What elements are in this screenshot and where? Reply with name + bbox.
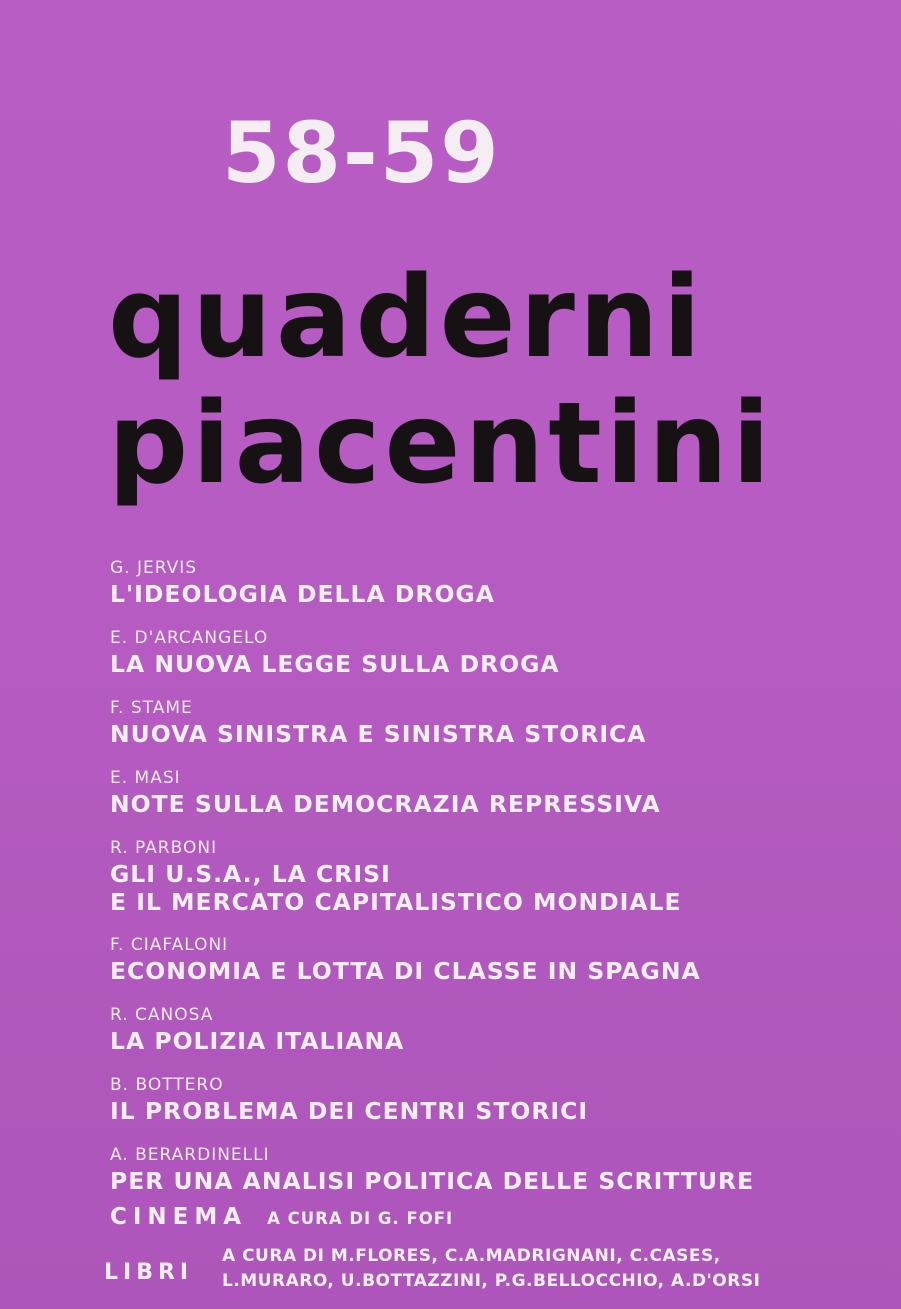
entry-title: L'IDEOLOGIA DELLA DROGA <box>110 580 495 608</box>
contents-entry <box>110 556 495 608</box>
libri-curators-line: L.MURARO, U.BOTTAZZINI, P.G.BELLOCCHIO, A.D'ORSI <box>222 1271 761 1291</box>
libri-label: LIBRI <box>104 1260 194 1285</box>
entry-author: F. CIAFALONI <box>110 935 229 955</box>
magazine-title-line-1: quaderni <box>108 253 705 383</box>
entry-title: LA NUOVA LEGGE SULLA DROGA <box>110 650 560 678</box>
entry-title: PER UNA ANALISI POLITICA DELLE SCRITTURE <box>110 1167 755 1195</box>
entry-author: B. BOTTERO <box>110 1075 224 1095</box>
entry-title: GLI U.S.A., LA CRISI <box>110 860 391 888</box>
contents-entry <box>110 1073 588 1125</box>
entry-title-continued: E IL MERCATO CAPITALISTICO MONDIALE <box>110 888 682 916</box>
contents-entry <box>110 626 560 678</box>
cinema-label: CINEMA <box>110 1204 248 1230</box>
entry-title: NOTE SULLA DEMOCRAZIA REPRESSIVA <box>110 790 661 818</box>
contents-entry <box>110 933 701 985</box>
libri-curators <box>222 1244 760 1294</box>
cinema-curator: A CURA DI G. FOFI <box>267 1209 454 1228</box>
contents-entry <box>110 696 647 748</box>
cinema-section <box>110 1204 453 1230</box>
entry-author: R. CANOSA <box>110 1005 214 1025</box>
entry-author: E. D'ARCANGELO <box>110 628 269 648</box>
issue-number: 58-59 <box>222 104 501 202</box>
entry-author: R. PARBONI <box>110 838 218 858</box>
entry-author: A. BERARDINELLI <box>110 1145 270 1165</box>
contents-entry <box>110 766 661 818</box>
entry-title: NUOVA SINISTRA E SINISTRA STORICA <box>110 720 647 748</box>
contents-entry <box>110 1003 404 1055</box>
entry-title: ECONOMIA E LOTTA DI CLASSE IN SPAGNA <box>110 957 701 985</box>
entry-author: E. MASI <box>110 768 181 788</box>
libri-curators-line: A CURA DI M.FLORES, C.A.MADRIGNANI, C.CASES, <box>222 1246 721 1266</box>
entry-author: G. JERVIS <box>110 558 198 578</box>
entry-title: IL PROBLEMA DEI CENTRI STORICI <box>110 1097 589 1125</box>
contents-entry <box>110 1143 754 1195</box>
entry-author: F. STAME <box>110 698 193 718</box>
magazine-title-line-2: piacentini <box>108 379 775 509</box>
entry-title: LA POLIZIA ITALIANA <box>110 1027 405 1055</box>
contents-entry <box>110 836 682 916</box>
